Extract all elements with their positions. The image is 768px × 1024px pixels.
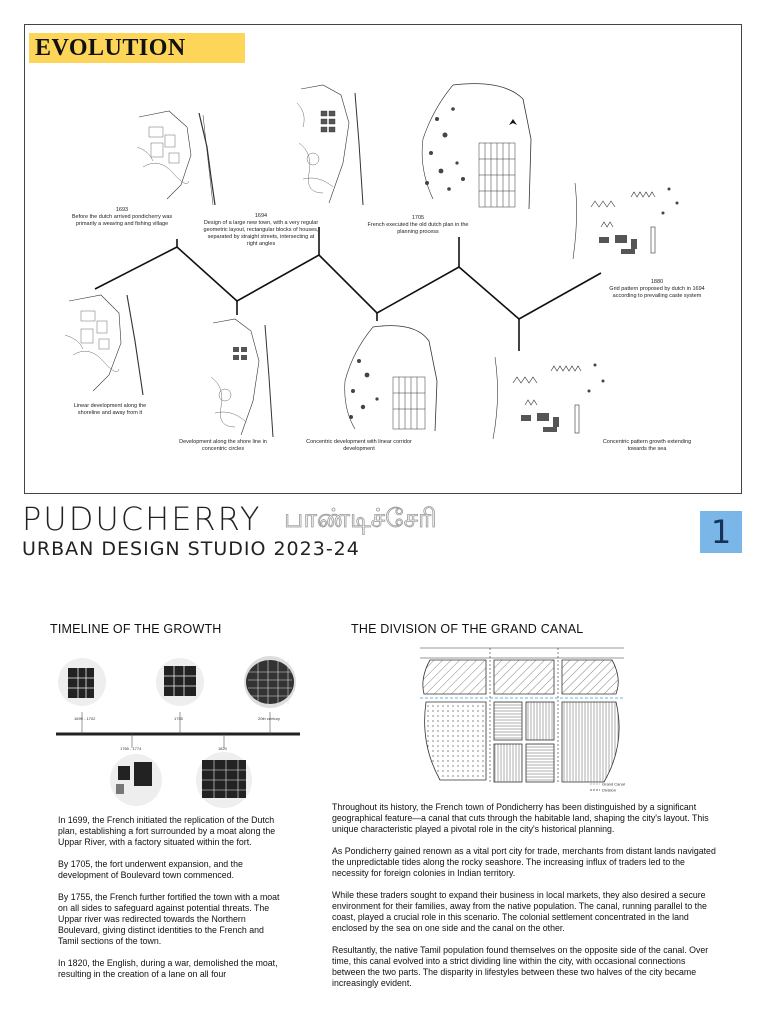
canal-text (332, 802, 716, 1000)
brand-subtitle: URBAN DESIGN STUDIO 2023-24 (22, 538, 360, 560)
caption-linear-development: Linear development along the shoreline and away from it (73, 403, 147, 416)
timeline-paragraph: By 1705, the fort underwent expansion, and the development of Boulevard town commenced. (58, 859, 243, 880)
grand-canal-diagram (416, 644, 628, 796)
timeline-map-1820 (196, 752, 252, 808)
timeline-map-1765 (110, 754, 162, 806)
evolution-title: EVOLUTION (29, 33, 245, 63)
page-number-badge: 1 (700, 511, 742, 553)
legend-grand-canal: Grand Canal (602, 781, 625, 787)
caption-1880: 1880 Grid pattern proposed by dutch in 1694 according to prevailing caste system (609, 279, 705, 299)
caption-concentric-sea: Concentric pattern growth extending towards the sea (602, 439, 692, 452)
map-concentric-circles (205, 317, 275, 439)
legend-division: Division (602, 787, 617, 793)
timeline-section-title: TIMELINE OF THE GROWTH (50, 622, 222, 636)
timeline-map-20th-century (244, 656, 296, 708)
caption-concentric-circles: Development along the shore line in concentric circles (179, 439, 267, 452)
timeline-paragraph: In 1820, the English, during a war, demolished the moat, resulting in the creation of a lane on all four (58, 958, 278, 979)
timeline-label-1765: 1765 - 1774 (120, 746, 142, 751)
canal-paragraph: As Pondicherry gained renown as a vital port city for trade, merchants from distant lands navigated the unpredictable tides along the rocky seashore. The increasing influx of traders led to the necessity for foreign colonies in Indian territory. (332, 846, 716, 878)
evolution-panel (24, 24, 742, 494)
brand-header (22, 500, 437, 560)
timeline-label-1820: 1820 (218, 746, 227, 751)
map-1705 (413, 79, 537, 213)
canal-paragraph: Throughout its history, the French town of Pondicherry has been distinguished by a significant geographical feature—a canal that cuts through the habitable land, shaping the city's layout. This unique characteristic played a pivotal role in the city's historical planning. (332, 802, 709, 834)
caption-1693: 1693 Before the dutch arrived pondicherry was primarily a weaving and fishing village (71, 207, 173, 227)
map-1694 (293, 83, 365, 209)
timeline-text (58, 815, 286, 991)
timeline-label-1755: 1755 (174, 716, 183, 721)
canal-paragraph: Resultantly, the native Tamil population found themselves on the opposite side of the canal. Over time, this canal evolved into a strict dividing line within the city, with occasional connections between the two parts. The disparity in lifestyles between these two halves of the city became increasingly evident. (332, 945, 709, 988)
timeline-label-1699: 1699 - 1702 (74, 716, 96, 721)
canal-section-title: THE DIVISION OF THE GRAND CANAL (351, 622, 584, 636)
map-1880 (571, 177, 687, 261)
timeline-map-1699 (58, 658, 106, 706)
caption-concentric-linear: Concentric development with linear corridor development (306, 439, 412, 452)
brand-title: PUDUCHERRY (22, 500, 262, 538)
caption-1705: 1705 French executed the old dutch plan in the planning process (367, 215, 469, 235)
canal-paragraph: While these traders sought to expand their business in local markets, they also desired a secure environment for their families, away from the native population. The canal, running parallel to the coast, played a crucial role in this scenario. The colonial settlement concentrated in the land enclosed by the sea on one side and the canal on the other. (332, 890, 707, 933)
timeline-diagram (52, 648, 302, 808)
timeline-map-1755 (156, 658, 204, 706)
brand-tamil-title: பாண்டிச்சேரி (284, 504, 437, 534)
map-linear-development (59, 291, 145, 397)
map-concentric-linear (337, 321, 439, 435)
timeline-paragraph: By 1755, the French further fortified the town with a moat on all sides to safeguard against potential threats. The Uppar river was redirected towards the Northern Boulevard, giving distinct identities to the French and Tamil sections of the town. (58, 892, 280, 946)
timeline-paragraph: In 1699, the French initiated the replication of the Dutch plan, establishing a fort surrounded by a moat along the Uppar River, with a factory situated within the fort. (58, 815, 276, 847)
timeline-label-20th: 20th century (258, 716, 281, 721)
map-concentric-sea (491, 353, 615, 441)
map-1693 (129, 107, 221, 207)
caption-1694: 1694 Design of a large new town, with a very regular geometric layout, rectangular blocks of houses, separated by straight streets, intersecting at right angles (203, 213, 319, 247)
